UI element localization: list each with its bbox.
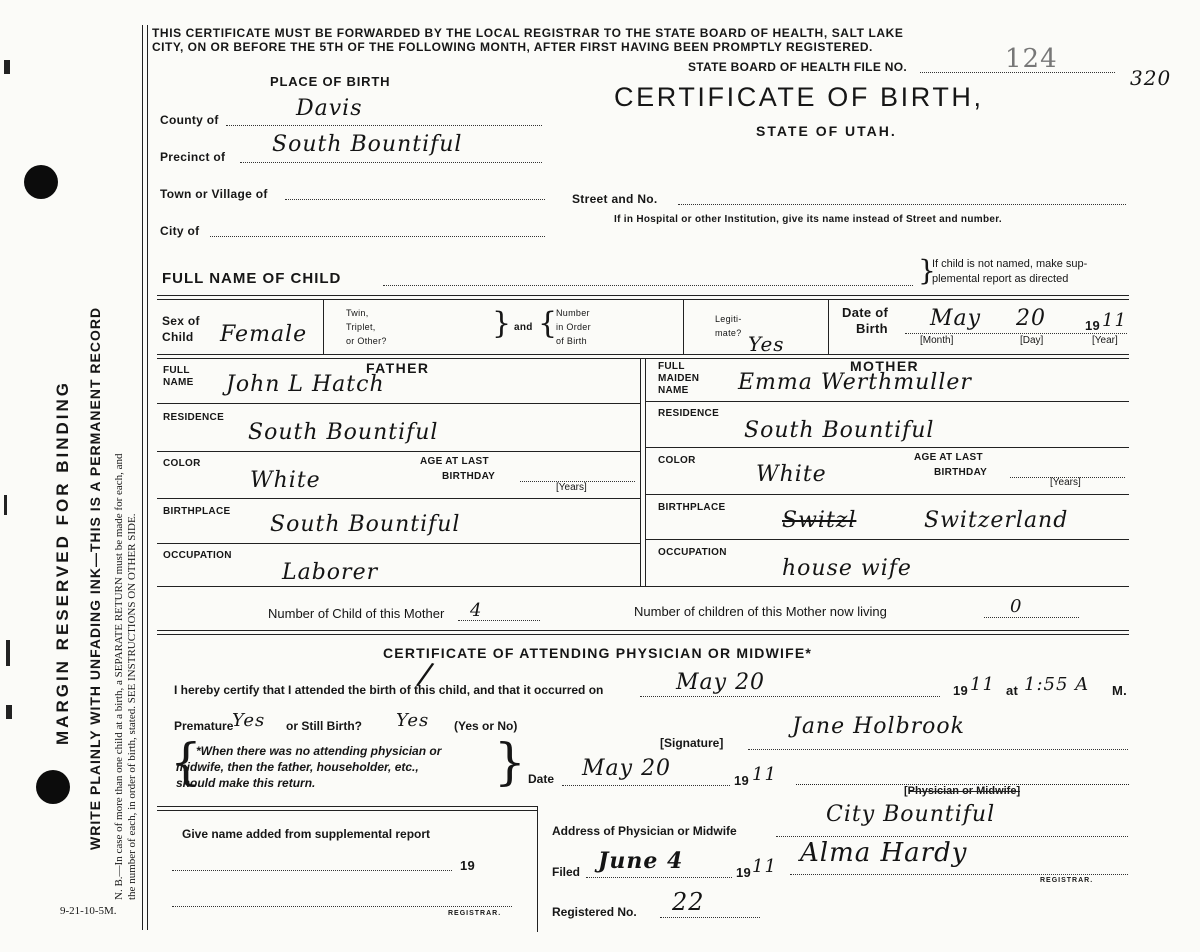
child-number-label: Number of Child of this Mother bbox=[268, 606, 445, 621]
yes-no-label: (Yes or No) bbox=[454, 719, 518, 733]
mother-color-label: COLOR bbox=[658, 455, 696, 466]
margin-border-inner bbox=[147, 25, 148, 930]
margin-border bbox=[142, 25, 143, 930]
mother-years-label: [Years] bbox=[1050, 477, 1081, 488]
edge-mark bbox=[4, 495, 7, 515]
county-value: Davis bbox=[296, 96, 363, 121]
edge-mark bbox=[4, 60, 10, 74]
punch-hole bbox=[24, 165, 58, 199]
father-occupation-label: OCCUPATION bbox=[163, 550, 232, 561]
mother-age-label-1: AGE AT LAST bbox=[914, 452, 983, 463]
binding-margin-text: MARGIN RESERVED FOR BINDING bbox=[53, 380, 72, 745]
town-label: Town or Village of bbox=[160, 187, 268, 201]
notice-line-1: THIS CERTIFICATE MUST BE FORWARDED BY THE LOCAL REGISTRAR TO THE STATE BOARD OF HEALTH, SALT LAKE bbox=[152, 26, 904, 40]
brace: } bbox=[918, 254, 936, 287]
filed-year-prefix: 19 bbox=[736, 865, 752, 880]
m-label: M. bbox=[1112, 683, 1128, 698]
legitimate-value: Yes bbox=[748, 332, 785, 356]
mother-age-label-2: BIRTHDAY bbox=[934, 467, 988, 478]
mother-birthplace-struck: Switzl bbox=[782, 508, 857, 533]
dob-year-prefix: 19 bbox=[1085, 318, 1101, 333]
filed-label: Filed bbox=[552, 865, 581, 879]
child-number-value: 4 bbox=[470, 600, 483, 621]
supplemental-year-prefix: 19 bbox=[460, 858, 476, 873]
father-name-label-1: FULL bbox=[163, 365, 190, 376]
father-name: John L Hatch bbox=[226, 372, 385, 397]
mother-heading: MOTHER bbox=[850, 358, 920, 374]
dob-label-2: Birth bbox=[856, 321, 888, 336]
edge-mark bbox=[6, 640, 10, 666]
father-color: White bbox=[250, 468, 321, 493]
form-code: 9-21-10-5M. bbox=[60, 905, 117, 917]
hospital-note: If in Hospital or other Institution, give its name instead of Street and number. bbox=[614, 214, 1002, 225]
filed-date: June 4 bbox=[598, 848, 684, 874]
county-label: County of bbox=[160, 113, 219, 127]
full-name-label: FULL NAME OF CHILD bbox=[162, 270, 342, 287]
signature-label: [Signature] bbox=[660, 736, 724, 750]
date-label: Date bbox=[528, 772, 555, 786]
permanent-ink-text: WRITE PLAINLY WITH UNFADING INK—THIS IS A PERMANENT RECORD bbox=[87, 306, 103, 850]
occurred-date: May 20 bbox=[676, 670, 766, 695]
certificate-title: CERTIFICATE OF BIRTH, bbox=[614, 82, 984, 112]
registrar-label: REGISTRAR. bbox=[1040, 877, 1094, 884]
year-label: [Year] bbox=[1092, 335, 1118, 346]
day-label: [Day] bbox=[1020, 335, 1044, 346]
father-heading: FATHER bbox=[366, 360, 430, 376]
father-years-label: [Years] bbox=[556, 482, 587, 493]
order-label-1: Number bbox=[556, 308, 590, 318]
mother-birthplace-label: BIRTHPLACE bbox=[658, 502, 726, 513]
file-no-label: STATE BOARD OF HEALTH FILE NO. bbox=[688, 60, 907, 74]
no-physician-note-2: midwife, then the father, householder, etc., bbox=[176, 760, 419, 774]
mother-color: White bbox=[756, 462, 827, 487]
mother-occupation-label: OCCUPATION bbox=[658, 547, 727, 558]
supplemental-heading: Give name added from supplemental report bbox=[182, 827, 431, 841]
nb-note-line1: N. B.—In case of more than one child at a birth, a SEPARATE RETURN must be made for each, and bbox=[113, 453, 125, 900]
certificate-date-year: 11 bbox=[752, 764, 777, 785]
order-label-3: of Birth bbox=[556, 336, 587, 346]
supplemental-registrar-label: REGISTRAR. bbox=[448, 910, 502, 917]
dob-month: May bbox=[930, 306, 982, 331]
dob-year: 11 bbox=[1102, 310, 1127, 331]
mother-name-label-3: NAME bbox=[658, 385, 689, 396]
father-age-label-2: BIRTHDAY bbox=[442, 471, 496, 482]
certify-text: I hereby certify that I attended the birth of this child, and that it occurred on bbox=[174, 683, 604, 697]
mother-name: Emma Werthmuller bbox=[738, 370, 972, 395]
address-label: Address of Physician or Midwife bbox=[552, 824, 737, 838]
father-name-label-2: NAME bbox=[163, 377, 194, 388]
place-of-birth-heading: PLACE OF BIRTH bbox=[270, 74, 391, 89]
edge-mark bbox=[6, 705, 12, 719]
dob-label-1: Date of bbox=[842, 305, 889, 320]
mother-residence-label: RESIDENCE bbox=[658, 408, 720, 419]
living-value: 0 bbox=[1010, 596, 1023, 617]
nb-note-line2: the number of each, in order of birth, stated. SEE INSTRUCTIONS ON OTHER SIDE. bbox=[126, 513, 138, 900]
mother-name-label-2: MAIDEN bbox=[658, 373, 700, 384]
certificate-date: May 20 bbox=[582, 756, 672, 781]
notice-line-2: CITY, ON OR BEFORE THE 5TH OF THE FOLLOWING MONTH, AFTER FIRST HAVING BEEN PROMPTLY REGISTERED. bbox=[152, 40, 873, 54]
at-label: at bbox=[1006, 683, 1019, 698]
filed-year: 11 bbox=[752, 856, 777, 877]
father-birthplace: South Bountiful bbox=[270, 512, 461, 537]
physician-address: City Bountiful bbox=[826, 802, 996, 827]
living-label: Number of children of this Mother now living bbox=[634, 604, 887, 619]
sex-label-2: Child bbox=[162, 330, 194, 344]
physician-signature: Jane Holbrook bbox=[792, 714, 966, 739]
father-residence-label: RESIDENCE bbox=[163, 412, 225, 423]
check-mark: / bbox=[414, 654, 438, 694]
order-label-2: in Order bbox=[556, 322, 591, 332]
twin-label-1: Twin, bbox=[346, 308, 369, 318]
certificate-date-year-prefix: 19 bbox=[734, 773, 750, 788]
file-no-value: 124 bbox=[1005, 44, 1058, 74]
mother-name-label-1: FULL bbox=[658, 361, 685, 372]
father-birthplace-label: BIRTHPLACE bbox=[163, 506, 231, 517]
no-physician-note-3: should make this return. bbox=[176, 776, 316, 790]
mother-birthplace: Switzerland bbox=[924, 508, 1069, 533]
sex-label-1: Sex of bbox=[162, 314, 200, 328]
punch-hole bbox=[36, 770, 70, 804]
legit-label-2: mate? bbox=[715, 328, 742, 338]
and-label: and bbox=[514, 322, 533, 333]
month-label: [Month] bbox=[920, 335, 954, 346]
state-subtitle: STATE OF UTAH. bbox=[756, 123, 897, 139]
not-named-note-2: plemental report as directed bbox=[932, 273, 1069, 285]
physician-heading: CERTIFICATE OF ATTENDING PHYSICIAN OR MIDWIFE* bbox=[383, 645, 813, 661]
registered-no-label: Registered No. bbox=[552, 905, 637, 919]
sex-value: Female bbox=[220, 322, 308, 347]
father-occupation: Laborer bbox=[282, 560, 379, 585]
dob-day: 20 bbox=[1016, 306, 1046, 331]
occurred-year-prefix: 19 bbox=[953, 683, 969, 698]
birth-time: 1:55 A bbox=[1024, 674, 1090, 695]
street-label: Street and No. bbox=[572, 192, 658, 206]
father-residence: South Bountiful bbox=[248, 420, 439, 445]
twin-label-3: or Other? bbox=[346, 336, 387, 346]
registered-no-value: 22 bbox=[672, 888, 705, 916]
father-color-label: COLOR bbox=[163, 458, 201, 469]
registrar-signature: Alma Hardy bbox=[800, 838, 968, 868]
precinct-label: Precinct of bbox=[160, 150, 226, 164]
mother-residence: South Bountiful bbox=[744, 418, 935, 443]
no-physician-note-1: *When there was no attending physician or bbox=[196, 744, 442, 758]
legit-label-1: Legiti- bbox=[715, 314, 742, 324]
father-age-label-1: AGE AT LAST bbox=[420, 456, 489, 467]
still-birth-value: Yes bbox=[396, 710, 430, 731]
precinct-value: South Bountiful bbox=[272, 132, 463, 157]
not-named-note-1: If child is not named, make sup- bbox=[932, 258, 1088, 270]
still-birth-label: or Still Birth? bbox=[286, 719, 362, 733]
title-number: 320 bbox=[1130, 66, 1172, 90]
twin-label-2: Triplet, bbox=[346, 322, 376, 332]
physician-or-midwife-label: [Physician or Midwife] bbox=[904, 785, 1021, 797]
mother-occupation: house wife bbox=[782, 556, 912, 581]
occurred-year: 11 bbox=[970, 674, 995, 695]
city-label: City of bbox=[160, 224, 200, 238]
premature-label: Premature bbox=[174, 719, 234, 733]
premature-value: Yes bbox=[232, 710, 266, 731]
